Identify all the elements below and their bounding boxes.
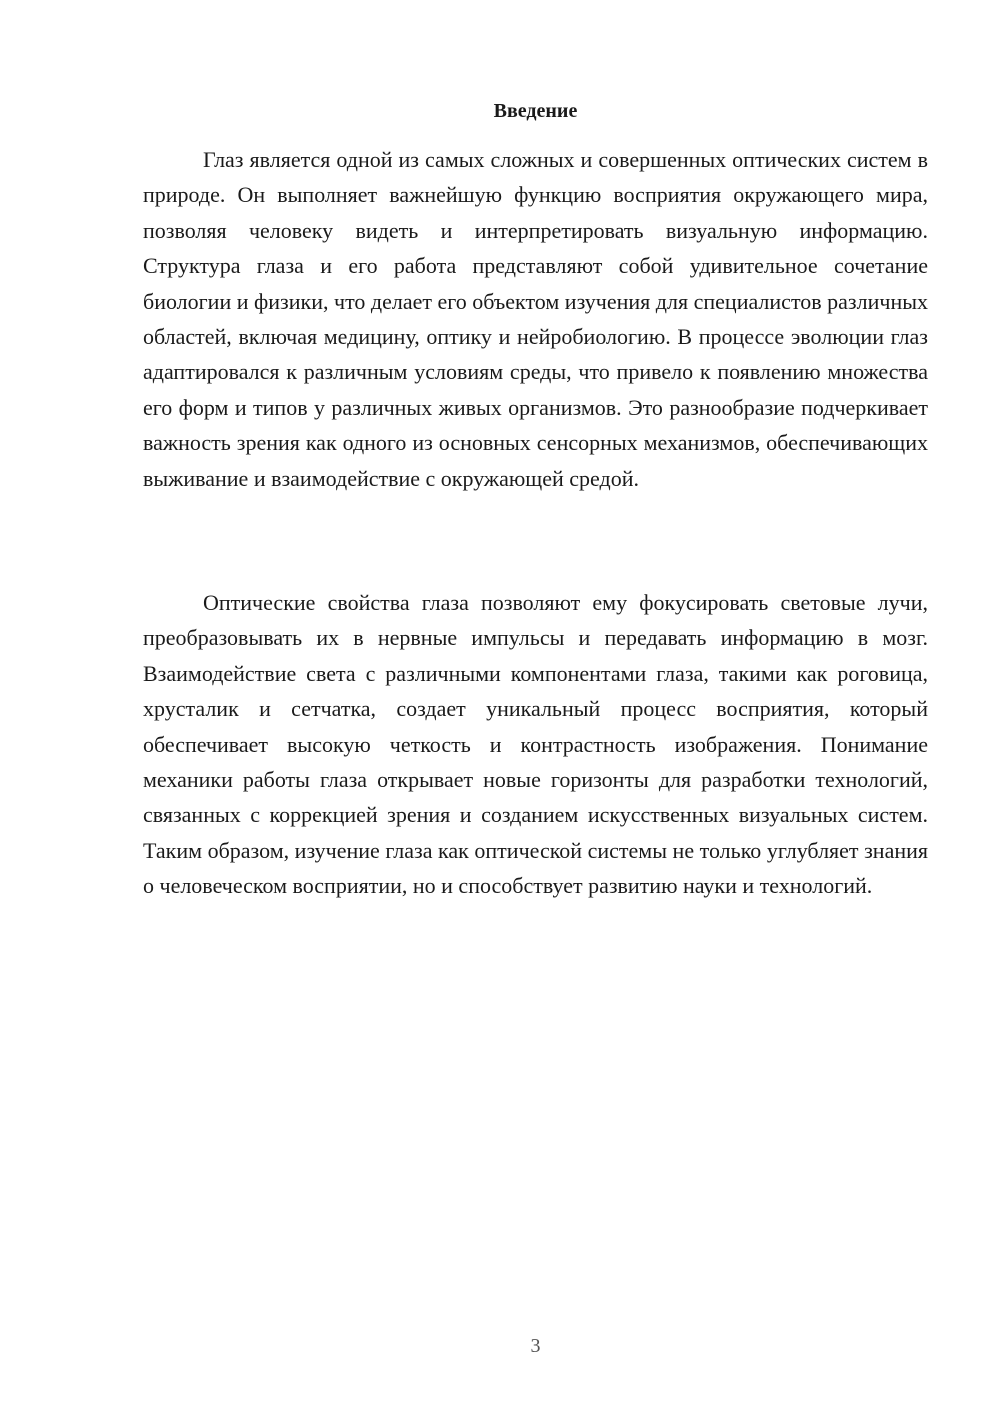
- paragraph-optics: Оптические свойства глаза позволяют ему фокусировать световые лучи, преобразовывать их в нервные импульсы и передавать информацию в мозг. Взаимодействие света с различными компонентами глаза, такими как роговица, хрусталик и сетчатка, создает уникальный процесс восприятия, который обеспечивает высокую четкость и контрастность изображения. Понимание механики работы глаза открывает новые горизонты для разработки технологий, связанных с коррекцией зрения и созданием искусственных визуальных систем. Таким образом, изучение глаза как оптической системы не только углубляет знания о человеческом восприятии, но и способствует развитию науки и технологий.: [143, 590, 928, 899]
- page-title: Введение: [493, 100, 578, 122]
- page-number: 3: [530, 1335, 541, 1357]
- paragraph-intro: Глаз является одной из самых сложных и совершенных оптических систем в природе. Он выполняет важнейшую функцию восприятия окружающего мира, позволяя человеку видеть и интерпретировать визуальную информацию. Структура глаза и его работа представляют собой удивительное сочетание биологии и физики, что делает его объектом изучения для специалистов различных областей, включая медицину, оптику и нейробиологию. В процессе эволюции глаз адаптировался к различным условиям среды, что привело к появлению множества его форм и типов у различных живых организмов. Это разнообразие подчеркивает важность зрения как одного из основных сенсорных механизмов, обеспечивающих выживание и взаимодействие с окружающей средой.: [143, 147, 928, 491]
- document-page: [143, 0, 928, 1414]
